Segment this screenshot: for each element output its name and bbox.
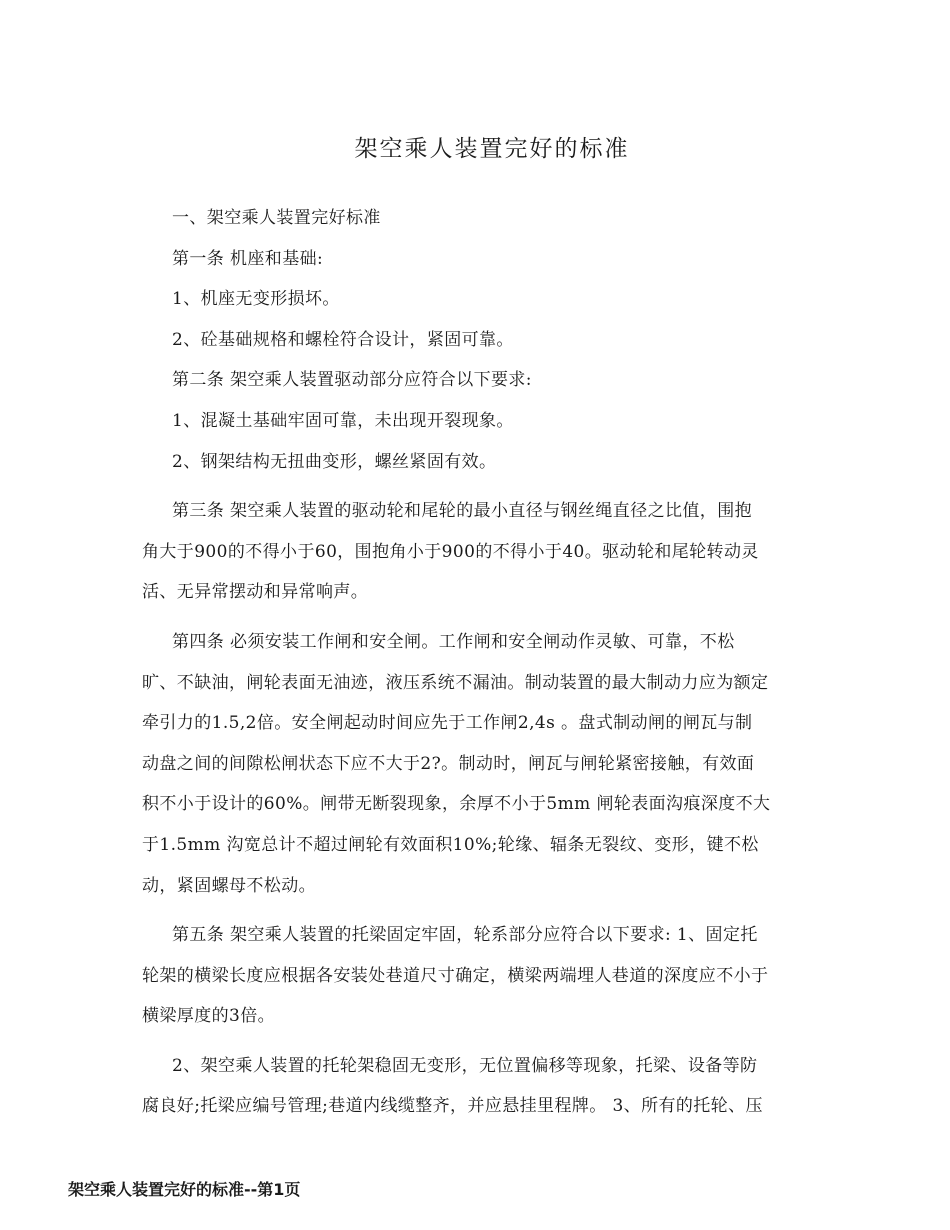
document-body — [142, 198, 822, 1127]
document-title: 架空乘人装置完好的标准 — [354, 136, 630, 162]
article-5-line: 轮架的横梁长度应根据各安装处巷道尺寸确定，横梁两端埋人巷道的深度应不小于 — [142, 965, 769, 986]
article-4-line: 牵引力的1.5,2倍。安全闸起动时间应先于工作闸2,4s 。盘式制动闸的闸瓦与制 — [142, 713, 753, 734]
article-3-line: 活、无异常摆动和异常响声。 — [142, 582, 369, 603]
article-5-item-2-line: 腐良好;托梁应编号管理;巷道内线缆整齐，并应悬挂里程牌。 3、所有的托轮、压 — [142, 1096, 763, 1117]
article-2-item-1: 1、混凝土基础牢固可靠，未出现开裂现象。 — [172, 410, 514, 431]
article-3-line: 角大于900的不得小于60，围抱角小于900的不得小于40。驱动轮和尾轮转动灵 — [142, 541, 759, 562]
page-footer: 架空乘人装置完好的标准--第1页 — [68, 1180, 301, 1199]
article-5-item-2-line: 2、架空乘人装置的托轮架稳固无变形，无位置偏移等现象，托梁、设备等防 — [172, 1055, 758, 1076]
article-4-line: 第四条 必须安装工作闸和安全闸。工作闸和安全闸动作灵敏、可靠，不松 — [172, 631, 735, 652]
article-5-line: 横梁厚度的3倍。 — [142, 1006, 276, 1027]
article-1-heading: 第一条 机座和基础: — [172, 248, 324, 269]
article-3-line: 第三条 架空乘人装置的驱动轮和尾轮的最小直径与钢丝绳直径之比值，围抱 — [172, 501, 753, 522]
article-2-heading: 第二条 架空乘人装置驱动部分应符合以下要求: — [172, 370, 532, 391]
article-1-item-2: 2、砼基础规格和螺栓符合设计，紧固可靠。 — [172, 329, 514, 350]
article-4-line: 旷、不缺油，闸轮表面无油迹，液压系统不漏油。制动装置的最大制动力应为额定 — [142, 672, 769, 693]
article-4-line: 动，紧固螺母不松动。 — [142, 875, 316, 896]
article-5-line: 第五条 架空乘人装置的托梁固定牢固，轮系部分应符合以下要求: 1、固定托 — [172, 925, 758, 946]
article-2-item-2: 2、钢架结构无扭曲变形，螺丝紧固有效。 — [172, 451, 497, 472]
article-1-item-1: 1、机座无变形损坏。 — [172, 289, 340, 310]
section-heading: 一、架空乘人装置完好标准 — [172, 208, 381, 228]
article-4-line: 积不小于设计的60%。闸带无断裂现象，余厚不小于5mm 闸轮表面沟痕深度不大 — [142, 794, 771, 815]
article-4-line: 动盘之间的间隙松闸状态下应不大于2?。制动时，闸瓦与闸轮紧密接触，有效面 — [142, 753, 755, 774]
article-4-line: 于1.5mm 沟宽总计不超过闸轮有效面积10%;轮缘、辐条无裂纹、变形，键不松 — [142, 834, 759, 855]
